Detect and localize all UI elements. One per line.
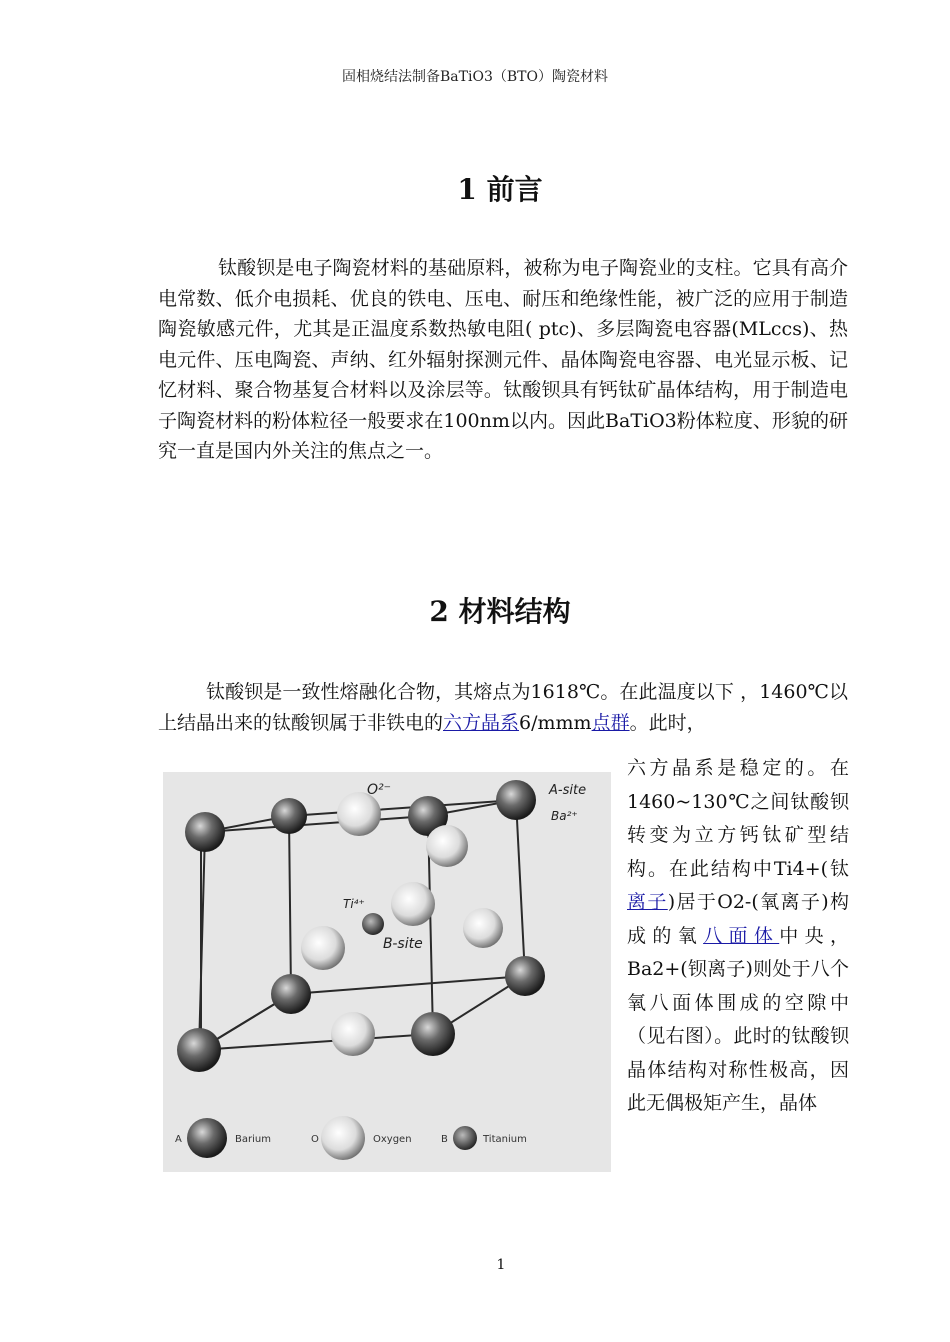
structure-text: 。此时， [629, 711, 706, 734]
legend-b-letter: B [441, 1134, 448, 1145]
structure-paragraph-wrapped [627, 752, 849, 1121]
page-number: 1 [496, 1257, 506, 1273]
titanium-label: Ti⁴⁺ [343, 897, 365, 911]
link-octahedron[interactable]: 八面体 [703, 924, 780, 947]
oxygen-atom [331, 1012, 375, 1056]
section-title-introduction: 1 前言 [457, 173, 543, 206]
legend-titanium-label: Titanium [483, 1134, 527, 1145]
structure-text: )居于O2-(氧离子)构成的氧 [627, 891, 849, 947]
oxygen-atom [426, 825, 468, 867]
titanium-atom [362, 913, 384, 935]
structure-text: 中央，Ba2+(钡离子)则处于八个氧八面体围成的空隙中（见右图）。此时的钛酸钡晶体结构对称性极高，因此无偶极矩产生，晶体 [627, 924, 849, 1114]
a-site-label: A-site [549, 783, 587, 798]
link-hexagonal-crystal-system[interactable]: 六方晶系 [443, 711, 520, 734]
introduction-paragraph: 钛酸钡是电子陶瓷材料的基础原料，被称为电子陶瓷业的支柱。它具有高介电常数、低介电损耗、优良的铁电、压电、耐压和绝缘性能，被广泛的应用于制造陶瓷敏感元件，尤其是正温度系数热敏电阻( ptc)、多层陶瓷电容器(MLccs)、热电元件、压电陶瓷、声纳、红外辐射探测元件、晶体陶瓷电容器、电光显示板、记忆材料、聚合物基复合材料以及涂层等。钛酸钡具有钙钛矿晶体结构，用于制造电子陶瓷材料的粉体粒径一般要求在100nm以内。因此BaTiO3粉体粒度、形貌的研究一直是国内外关注的焦点之一。 [158, 257, 848, 462]
perovskite-structure-diagram [163, 772, 611, 1172]
link-point-group[interactable]: 点群 [591, 711, 630, 734]
b-site-label: B-site [383, 936, 423, 952]
barium-atom [177, 1028, 221, 1072]
barium-atom [185, 812, 225, 852]
structure-text: 6/mmm [519, 711, 592, 734]
structure-paragraph-lead [158, 677, 848, 738]
barium-atom [271, 974, 311, 1014]
legend-o-letter: O [311, 1134, 319, 1145]
barium-atom [496, 780, 536, 820]
structure-text: 钛酸钡是一致性熔融化合物，其熔点为1618℃。在此温度以下 ，1460℃以上结晶出来的钛酸钡属于非铁电的 [158, 681, 848, 734]
barium-label: Ba²⁺ [551, 809, 578, 823]
oxygen-atom [391, 882, 435, 926]
oxygen-atom [337, 792, 381, 836]
barium-atom [271, 798, 307, 834]
legend-titanium-icon [453, 1126, 477, 1150]
structure-text: 六方晶系是稳定的。在1460~130℃之间钛酸钡转变为立方钙钛矿型结构。在此结构中Ti4+(钛 [627, 757, 849, 880]
oxygen-atom [463, 908, 503, 948]
page-header: 固相烧结法制备BaTiO3（BTO）陶瓷材料 [342, 69, 608, 85]
oxygen-label: O²⁻ [367, 782, 392, 798]
legend-barium-icon [187, 1118, 227, 1158]
barium-atom [505, 956, 545, 996]
legend-oxygen-icon [321, 1116, 365, 1160]
legend-oxygen-label: Oxygen [373, 1134, 412, 1145]
section-title-material-structure: 2 材料结构 [429, 595, 571, 628]
oxygen-atom [301, 926, 345, 970]
legend-barium-label: Barium [235, 1134, 271, 1145]
link-ion[interactable]: 离子 [627, 891, 668, 913]
legend-a-letter: A [175, 1134, 182, 1145]
barium-atom [411, 1012, 455, 1056]
perovskite-structure-figure [163, 772, 611, 1172]
